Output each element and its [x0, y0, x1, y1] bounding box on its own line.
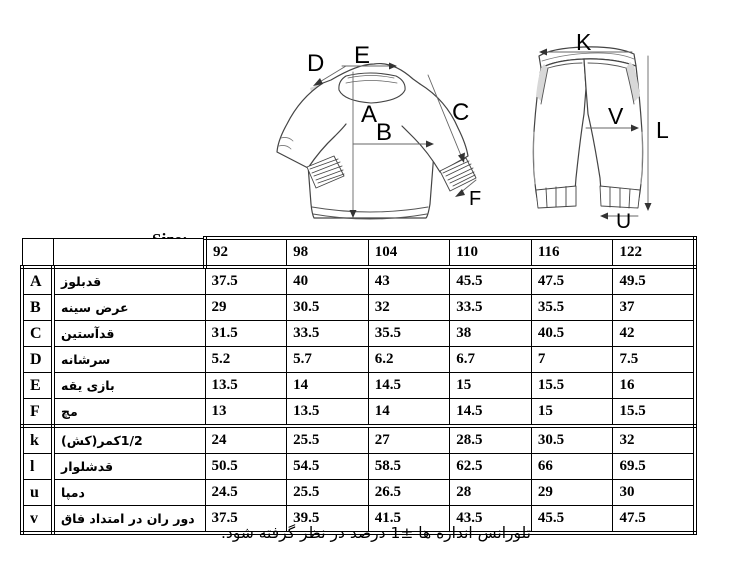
technical-drawings-area — [0, 0, 752, 228]
cell-size-116: 40.5 — [531, 321, 613, 347]
cell-size-122: 7.5 — [613, 347, 695, 373]
cell-size-122: 15.5 — [613, 399, 695, 427]
cell-size-122: 49.5 — [613, 267, 695, 295]
cell-size-104: 6.2 — [368, 347, 450, 373]
cell-size-98: 33.5 — [287, 321, 369, 347]
size-header-116: 116 — [531, 238, 613, 267]
size-header-122: 122 — [613, 238, 695, 267]
cell-size-92: 37.5 — [205, 506, 287, 534]
dimension-letter-C: C — [452, 99, 470, 126]
cell-size-122: 37 — [613, 295, 695, 321]
row-label: عرض سینه — [53, 295, 205, 321]
cell-size-104: 35.5 — [368, 321, 450, 347]
table-row — [22, 295, 695, 321]
row-label: دور ران در امتداد فاق — [53, 506, 205, 534]
cell-size-122: 16 — [613, 373, 695, 399]
table-row — [22, 399, 695, 427]
row-label: قدآستین — [53, 321, 205, 347]
size-header-98: 98 — [287, 238, 369, 267]
cell-size-98: 5.7 — [287, 347, 369, 373]
dimension-letter-V: V — [608, 103, 624, 129]
row-label: مچ — [53, 399, 205, 427]
table-body — [22, 267, 695, 533]
cell-size-110: 45.5 — [450, 267, 532, 295]
row-code: l — [22, 454, 53, 480]
row-label: قدبلوز — [53, 267, 205, 295]
cell-size-122: 47.5 — [613, 506, 695, 534]
sweater-diagram — [250, 28, 510, 228]
cell-size-92: 5.2 — [205, 347, 287, 373]
cell-size-110: 6.7 — [450, 347, 532, 373]
cell-size-116: 45.5 — [531, 506, 613, 534]
header-spacer-label — [53, 238, 205, 267]
cell-size-98: 40 — [287, 267, 369, 295]
cell-size-98: 39.5 — [287, 506, 369, 534]
cell-size-92: 24 — [205, 426, 287, 454]
table-row — [22, 454, 695, 480]
row-label: 1/2کمر(کش) — [53, 426, 205, 454]
cell-size-110: 14.5 — [450, 399, 532, 427]
cell-size-122: 30 — [613, 480, 695, 506]
size-header-92: 92 — [205, 238, 287, 267]
dimension-letter-K: K — [576, 29, 592, 55]
cell-size-116: 15.5 — [531, 373, 613, 399]
table-row — [22, 480, 695, 506]
cell-size-104: 14.5 — [368, 373, 450, 399]
cell-size-92: 29 — [205, 295, 287, 321]
cell-size-122: 42 — [613, 321, 695, 347]
cell-size-98: 25.5 — [287, 480, 369, 506]
table-header — [22, 238, 695, 267]
cell-size-110: 38 — [450, 321, 532, 347]
cell-size-110: 28.5 — [450, 426, 532, 454]
dimension-letter-F: F — [469, 188, 482, 210]
cell-size-116: 29 — [531, 480, 613, 506]
cell-size-104: 58.5 — [368, 454, 450, 480]
cell-size-104: 27 — [368, 426, 450, 454]
row-code: F — [22, 399, 53, 427]
cell-size-98: 14 — [287, 373, 369, 399]
row-code: B — [22, 295, 53, 321]
cell-size-92: 24.5 — [205, 480, 287, 506]
row-code: v — [22, 506, 53, 534]
dimension-letter-E: E — [354, 42, 371, 69]
table-row — [22, 373, 695, 399]
size-chart-table — [20, 236, 697, 535]
cell-size-116: 15 — [531, 399, 613, 427]
cell-size-104: 26.5 — [368, 480, 450, 506]
cell-size-98: 54.5 — [287, 454, 369, 480]
row-code: k — [22, 426, 53, 454]
row-label: سرشانه — [53, 347, 205, 373]
row-code: u — [22, 480, 53, 506]
table-row — [22, 426, 695, 454]
cell-size-116: 66 — [531, 454, 613, 480]
table-row — [22, 267, 695, 295]
cell-size-116: 47.5 — [531, 267, 613, 295]
dimension-letter-D: D — [307, 50, 325, 77]
cell-size-110: 43.5 — [450, 506, 532, 534]
dimension-letter-L: L — [656, 117, 669, 143]
cell-size-98: 25.5 — [287, 426, 369, 454]
tolerance-note: تلورانس اندازه ها ±1 درصد در نظر گرفته شود. — [221, 524, 531, 542]
cell-size-104: 43 — [368, 267, 450, 295]
dimension-letter-U: U — [616, 210, 632, 228]
row-code: C — [22, 321, 53, 347]
cell-size-110: 28 — [450, 480, 532, 506]
cell-size-122: 32 — [613, 426, 695, 454]
cell-size-98: 13.5 — [287, 399, 369, 427]
row-code: D — [22, 347, 53, 373]
cell-size-92: 13.5 — [205, 373, 287, 399]
cell-size-104: 32 — [368, 295, 450, 321]
row-label: بازی یقه — [53, 373, 205, 399]
row-label: دمپا — [53, 480, 205, 506]
dimension-letter-A: A — [361, 101, 378, 128]
cell-size-116: 35.5 — [531, 295, 613, 321]
pants-diagram — [508, 28, 704, 228]
cell-size-92: 37.5 — [205, 267, 287, 295]
table-row — [22, 321, 695, 347]
table-row — [22, 347, 695, 373]
cell-size-98: 30.5 — [287, 295, 369, 321]
cell-size-122: 69.5 — [613, 454, 695, 480]
row-code: E — [22, 373, 53, 399]
cell-size-116: 30.5 — [531, 426, 613, 454]
dimension-letter-B: B — [376, 119, 393, 146]
header-row — [22, 238, 695, 267]
cell-size-92: 31.5 — [205, 321, 287, 347]
header-spacer-code — [22, 238, 53, 267]
cell-size-110: 62.5 — [450, 454, 532, 480]
cell-size-116: 7 — [531, 347, 613, 373]
cell-size-104: 14 — [368, 399, 450, 427]
cell-size-110: 33.5 — [450, 295, 532, 321]
row-label: قدشلوار — [53, 454, 205, 480]
cell-size-110: 15 — [450, 373, 532, 399]
size-header-110: 110 — [450, 238, 532, 267]
size-header-104: 104 — [368, 238, 450, 267]
row-code: A — [22, 267, 53, 295]
cell-size-104: 41.5 — [368, 506, 450, 534]
cell-size-92: 13 — [205, 399, 287, 427]
size-chart-table-container — [20, 236, 693, 535]
cell-size-92: 50.5 — [205, 454, 287, 480]
